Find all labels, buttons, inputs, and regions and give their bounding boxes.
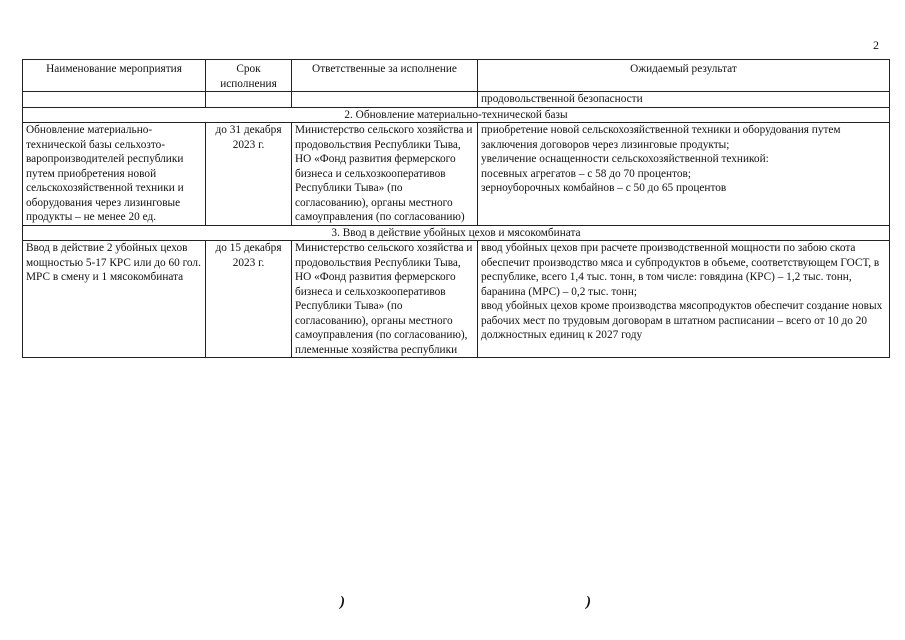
carry-over-row [23, 92, 890, 108]
result-line: увеличение оснащенности сельскохозяйственной техникой: [481, 153, 769, 165]
carry-over-result: продовольственной безопасности [478, 92, 890, 108]
section-title-row [23, 225, 890, 241]
header-row [23, 60, 890, 92]
measures-table [22, 59, 890, 358]
header-responsible: Ответственные за исполнение [292, 60, 478, 92]
header-result: Ожидаемый результат [478, 60, 890, 92]
section-title-row [23, 107, 890, 123]
result-line: ввод убойных цехов кроме производства мясопродуктов обеспечит создание новых рабочих мест по трудовым договорам в штатном расписании – всего от 10 до 20 должностных единиц к 2027 году [481, 300, 883, 341]
measure-name: Ввод в действие 2 убойных цехов мощностью 5-17 КРС или до 60 гол. МРС в смену и 1 мясокомбината [23, 241, 206, 358]
measure-result [478, 241, 890, 358]
measure-responsible: Министерство сельского хозяйства и продовольствия Республики Тыва, НО «Фонд развития фермерского бизнеса и сельхозкооперативов Республики Тыва» (по согласованию), органы местного самоуправления (по согласованию), племенные хозяйства республики [292, 241, 478, 358]
header-name: Наименование мероприятия [23, 60, 206, 92]
result-line: посевных агрегатов – с 58 до 70 процентов; [481, 167, 691, 180]
section-title: 3. Ввод в действие убойных цехов и мясокомбината [23, 225, 890, 241]
measure-result [478, 123, 890, 226]
measure-name: Обновление материально-технической базы сельхозто-варопроизводителей республики путем приобретения новой сельскохозяйственной техники и оборудования через лизинговые продукты – не менее 20 ед. [23, 123, 206, 226]
measure-deadline: до 31 декабря 2023 г. [206, 123, 292, 226]
footer-mark: ) [586, 594, 591, 610]
footer-mark: ) [340, 594, 345, 610]
page-number: 2 [873, 38, 879, 52]
measure-responsible: Министерство сельского хозяйства и продовольствия Республики Тыва, НО «Фонд развития фермерского бизнеса и сельхозкооперативов Республики Тыва» (по согласованию), органы местного самоуправления (по согласованию) [292, 123, 478, 226]
measure-deadline: до 15 декабря 2023 г. [206, 241, 292, 358]
table-row [23, 241, 890, 358]
header-deadline: Срок исполнения [206, 60, 292, 92]
section-title: 2. Обновление материально-технической базы [23, 107, 890, 123]
result-line: ввод убойных цехов при расчете производственной мощности по забою скота обеспечит производство мяса и субпродуктов в объеме, соответствующем ГОСТ, в республике, всего 1,4 тыс. тонн, в том числе: говядина (КРС) – 1,2 тыс. тонн, баранина (МРС) – 0,2 тыс. тонн; [481, 242, 880, 298]
result-line: зерноуборочных комбайнов – с 50 до 65 процентов [481, 182, 727, 194]
table-row [23, 123, 890, 226]
result-line: приобретение новой сельскохозяйственной техники и оборудования путем заключения договоров через лизинговые продукты; [481, 124, 841, 151]
